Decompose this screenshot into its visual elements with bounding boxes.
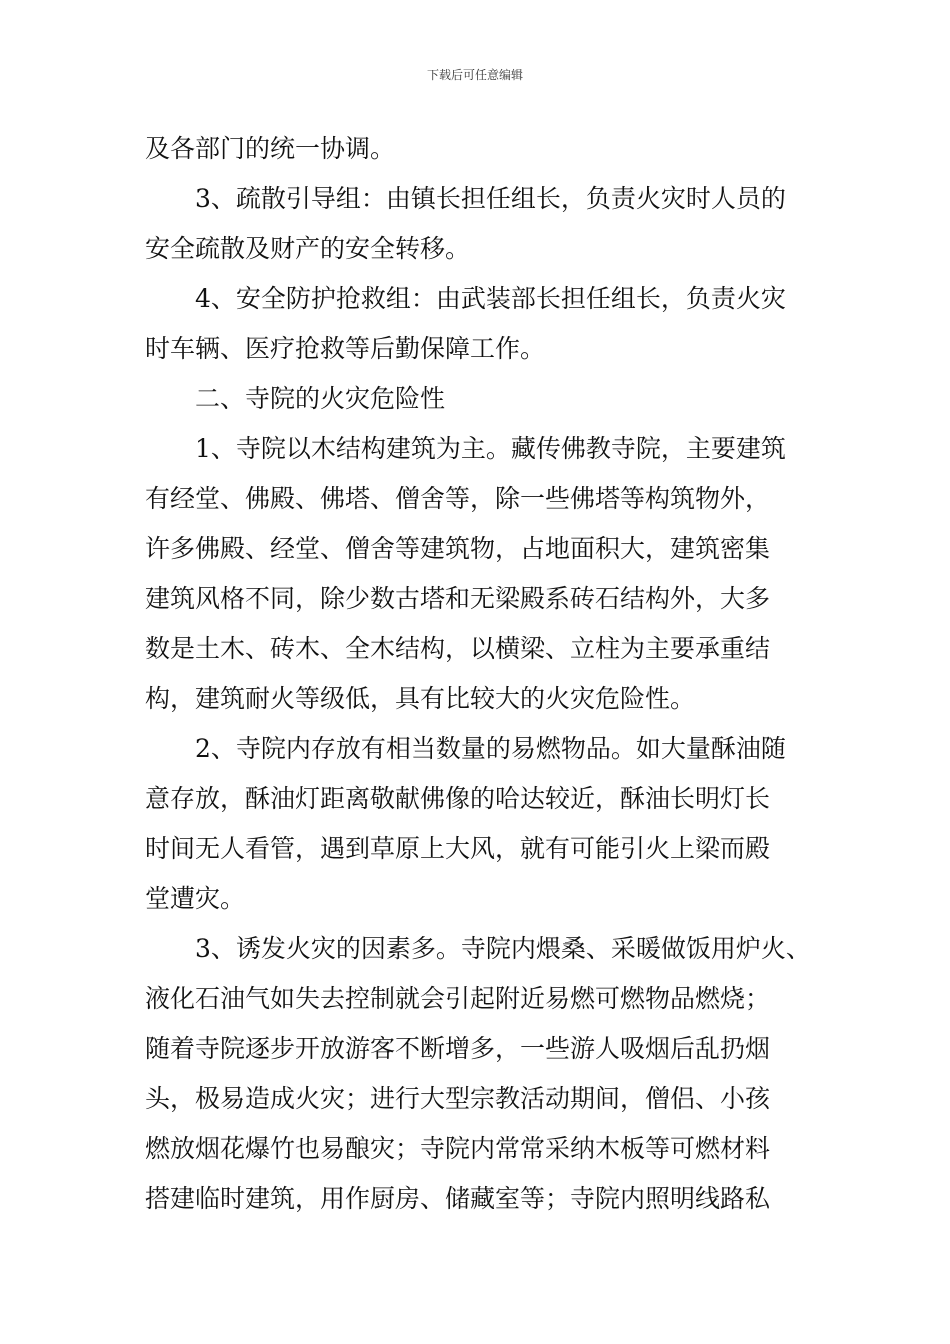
text-line: 3、疏散引导组：由镇长担任组长，负责火灾时人员的 (195, 184, 786, 213)
section-heading: 二、寺院的火灾危险性 (195, 384, 446, 413)
page-header: 下载后可任意编辑 (426, 68, 523, 82)
text-line: 许多佛殿、经堂、僧舍等建筑物，占地面积大，建筑密集 (145, 534, 771, 563)
text-line: 随着寺院逐步开放游客不断增多，一些游人吸烟后乱扔烟 (145, 1034, 771, 1063)
text-line: 意存放，酥油灯距离敬献佛像的哈达较近，酥油长明灯长 (145, 784, 771, 813)
text-line: 时间无人看管，遇到草原上大风，就有可能引火上梁而殿 (145, 834, 771, 863)
text-line: 建筑风格不同，除少数古塔和无梁殿系砖石结构外，大多 (145, 584, 771, 613)
text-line: 及各部门的统一协调。 (145, 134, 396, 163)
text-line: 液化石油气如失去控制就会引起附近易燃可燃物品燃烧； (145, 984, 771, 1013)
text-line: 时车辆、医疗抢救等后勤保障工作。 (145, 334, 546, 363)
text-line: 3、诱发火灾的因素多。寺院内煨桑、采暖做饭用炉火、 (195, 934, 811, 963)
document-body (145, 124, 835, 1224)
text-line: 头，极易造成火灾；进行大型宗教活动期间，僧侣、小孩 (145, 1084, 771, 1113)
text-line: 构，建筑耐火等级低，具有比较大的火灾危险性。 (145, 684, 696, 713)
text-line: 2、寺院内存放有相当数量的易燃物品。如大量酥油随 (195, 734, 786, 763)
text-line: 有经堂、佛殿、佛塔、僧舍等，除一些佛塔等构筑物外， (145, 484, 771, 513)
text-line: 堂遭灾。 (145, 884, 246, 913)
text-line: 4、安全防护抢救组：由武装部长担任组长，负责火灾 (195, 284, 786, 313)
text-line: 燃放烟花爆竹也易酿灾；寺院内常常采纳木板等可燃材料 (145, 1134, 771, 1163)
text-line: 1、寺院以木结构建筑为主。藏传佛教寺院，主要建筑 (195, 434, 786, 463)
text-line: 数是土木、砖木、全木结构，以横梁、立柱为主要承重结 (145, 634, 771, 663)
text-line: 搭建临时建筑，用作厨房、储藏室等；寺院内照明线路私 (145, 1184, 771, 1213)
text-line: 安全疏散及财产的安全转移。 (145, 234, 471, 263)
